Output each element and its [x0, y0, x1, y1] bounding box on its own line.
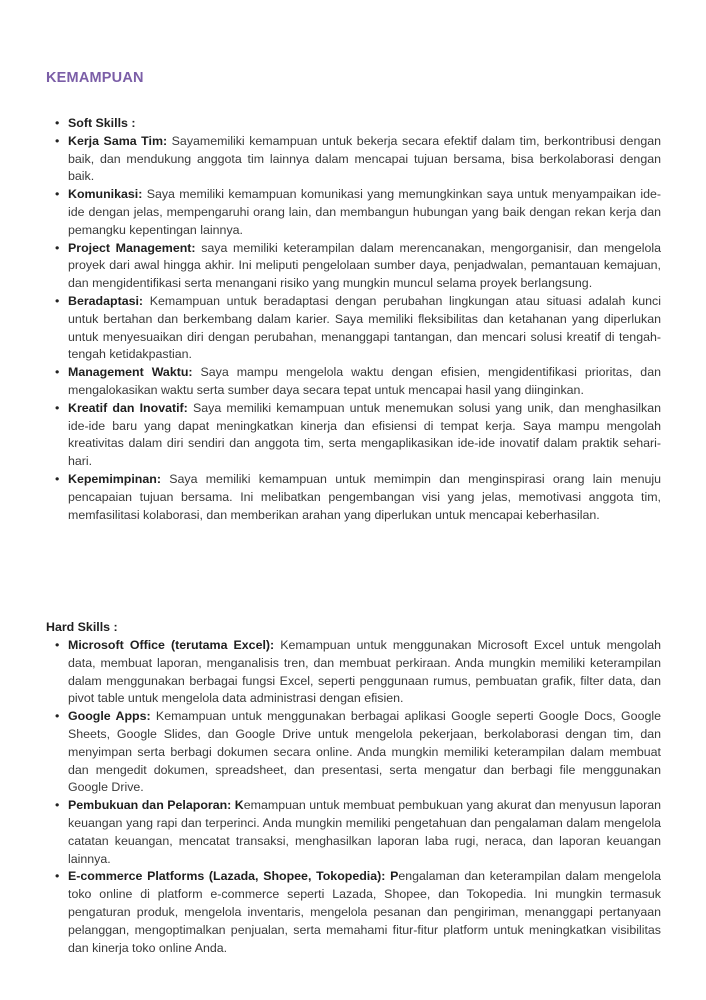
list-item [52, 797, 661, 868]
list-item-label: Kreatif dan Inovatif: [68, 400, 188, 415]
list-item-label: Kerja Sama Tim: [68, 133, 168, 148]
list-item-label: Google Apps: [68, 709, 151, 724]
list-item-label: Microsoft Office (terutama Excel): [68, 638, 275, 652]
list-item-text: engalaman dan keterampilan dalam mengelola toko online di platform e-commerce seperti Lazada, Shopee, dan Tokopedia. Ini mungkin termasuk pengaturan produk, mengelola inventaris, mengelola pesanan dan pengiriman, menanggapi pertanyaan pelanggan, mengoptimalkan penjualan, serta memahami fitur-fitur platform untuk meningkatkan visibilitas dan kinerja toko online Anda. [68, 869, 661, 955]
list-item [52, 637, 661, 708]
list-item-text: Sayamemiliki kemampuan untuk bekerja secara efektif dalam tim, berkontribusi dengan baik, dan mendukung anggota tim lainnya dalam mencapai tujuan bersama, bisa berkolaborasi dengan baik. [68, 133, 662, 184]
list-item-label: Project Management: [68, 240, 196, 255]
list-item-text: emampuan untuk membuat pembukuan yang akurat dan menyusun laporan keuangan yang rapi dan terperinci. Anda mungkin memiliki pengetahuan dan pengalaman dalam mengelola catatan keuangan, mencatat transaksi, menghasilkan laporan laba rugi, neraca, dan laporan keuangan lainnya. [68, 798, 661, 866]
soft-skills-heading [52, 115, 661, 133]
list-item [52, 868, 661, 957]
list-item-label: Kepemimpinan: [68, 471, 161, 486]
list-item-label: Pembukuan dan Pelaporan: K [68, 798, 244, 813]
list-item-text: Kemampuan untuk menggunakan berbagai aplikasi Google seperti Google Docs, Google Sheets, Google Slides, dan Google Drive untuk mengelola pekerjaan, berkolaborasi dengan tim, dan menyimpan serta berbagi dokumen secara online. Anda mungkin memiliki keterampilan dalam membuat dan mengedit dokumen, spreadsheet, dan presentasi, serta mengatur dan berbagi file menggunakan Google Drive. [68, 709, 661, 795]
list-item-text: Kemampuan untuk beradaptasi dengan perubahan lingkungan atau situasi adalah kunci untuk bertahan dan berkembang dalam karier. Saya memiliki fleksibilitas dan ketahanan yang diperlukan untuk menyesuaikan diri dengan perubahan, menanggapi tantangan, dan mencari solusi kreatif di tengah-tengah ketidakpastian. [68, 293, 661, 362]
list-item-label: Beradaptasi: [68, 293, 144, 308]
list-item-text: Kemampuan untuk menggunakan Microsoft Excel untuk mengolah data, membuat laporan, menganalisis tren, dan membuat perkiraan. Anda mungkin memiliki keterampilan dalam menggunakan berbagai fungsi Excel, seperti penggunaan rumus, pembuatan grafik, filter data, dan pivot table untuk mengelola data administrasi dengan efisien. [68, 638, 661, 706]
list-item-text: Saya mampu mengelola waktu dengan efisien, mengidentifikasi prioritas, dan mengalokasikan waktu serta sumber daya secara tepat untuk mencapai hasil yang diinginkan. [68, 365, 661, 397]
hard-skills-heading: Hard Skills : [46, 620, 118, 634]
list-item-text: Saya memiliki kemampuan untuk memimpin dan menginspirasi orang lain menuju pencapaian tujuan bersama. Ini melibatkan pengembangan visi yang jelas, memotivasi anggota tim, memfasilitasi kolaborasi, dan memberikan arahan yang diperlukan untuk mencapai keberhasilan. [68, 471, 661, 522]
list-item-label: Soft Skills : [68, 116, 136, 130]
list-item [52, 186, 661, 239]
list-item [52, 364, 661, 400]
list-item-text: Saya memiliki kemampuan komunikasi yang memungkinkan saya untuk menyampaikan ide-ide dengan jelas, mempengaruhi orang lain, dan membangun hubungan yang baik dengan rekan kerja dan pemangku kepentingan lainnya. [68, 187, 661, 237]
list-item [52, 293, 661, 364]
list-item [52, 471, 661, 524]
list-item-label: Komunikasi: [68, 187, 143, 202]
hard-skills-list [52, 637, 661, 957]
list-item-text: Saya memiliki kemampuan untuk menemukan solusi yang unik, dan menghasilkan ide-ide baru yang dapat meningkatkan kinerja dan efisiensi di tempat kerja. Saya mampu mengolah kreativitas dalam diri sendiri dan anggota tim, serta mengaplikasikan ide-ide inovatif dalam praktik sehari-hari. [68, 400, 661, 469]
list-item-label: E-commerce Platforms (Lazada, Shopee, Tokopedia): P [68, 869, 399, 884]
list-item [52, 240, 661, 293]
list-item [52, 708, 661, 797]
list-item-label: Management Waktu: [68, 365, 193, 380]
list-item [52, 400, 661, 471]
list-item [52, 133, 661, 186]
list-item-text: saya memiliki keterampilan dalam merencanakan, mengorganisir, dan mengelola proyek dari awal hingga akhir. Ini meliputi pengelolaan sumber daya, penjadwalan, pemantauan kemajuan, dan mengidentifikasi serta menangani risiko yang mungkin muncul selama proyek berlangsung. [68, 240, 662, 291]
soft-skills-list [52, 115, 661, 524]
page-title: KEMAMPUAN [46, 70, 144, 86]
